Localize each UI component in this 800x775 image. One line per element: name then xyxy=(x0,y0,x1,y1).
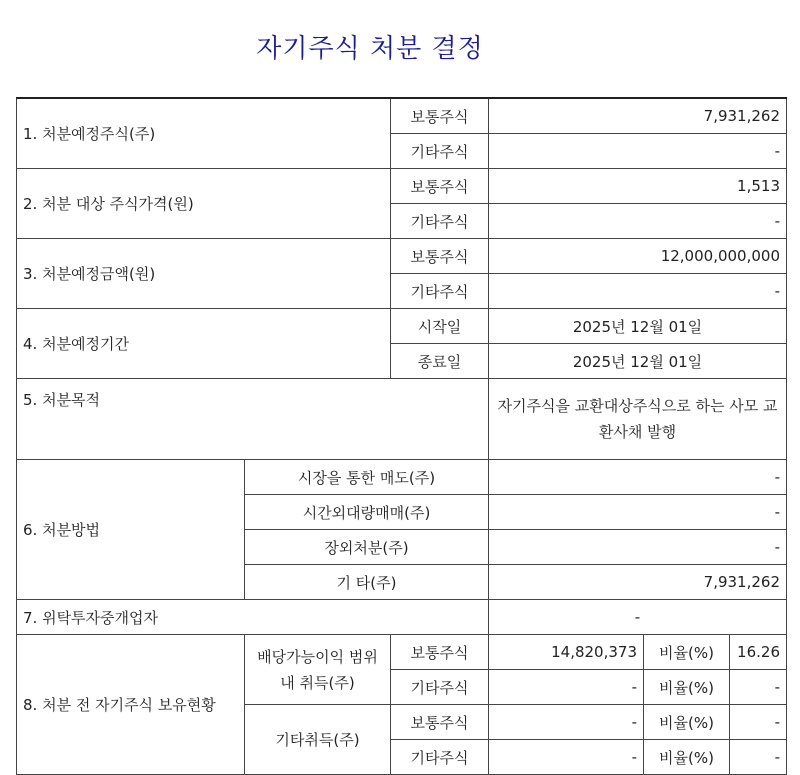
row-value: 1,513 xyxy=(489,169,787,204)
row-label: 1. 처분예정주식(주) xyxy=(17,98,391,169)
table-row xyxy=(17,460,787,495)
method-name: 장외처분(주) xyxy=(245,530,489,565)
ratio-label: 비율(%) xyxy=(644,705,730,740)
holding-group-label: 기타취득(주) xyxy=(245,705,391,775)
row-value: 7,931,262 xyxy=(489,98,787,134)
holding-type: 기타주식 xyxy=(391,740,489,775)
row-sub-label: 시작일 xyxy=(391,309,489,344)
method-value: - xyxy=(489,495,787,530)
holding-type: 보통주식 xyxy=(391,635,489,670)
row-value: - xyxy=(489,134,787,169)
holding-ratio: - xyxy=(730,670,787,705)
row-label: 4. 처분예정기간 xyxy=(17,309,391,379)
holding-ratio: - xyxy=(730,740,787,775)
table-row xyxy=(17,239,787,274)
ratio-label: 비율(%) xyxy=(644,740,730,775)
holding-type: 기타주식 xyxy=(391,670,489,705)
page-title: 자기주식 처분 결정 xyxy=(256,34,484,64)
row-label: 8. 처분 전 자기주식 보유현황 xyxy=(17,635,245,775)
table-row xyxy=(17,600,787,635)
row-label: 3. 처분예정금액(원) xyxy=(17,239,391,309)
ratio-label: 비율(%) xyxy=(644,635,730,670)
row-value: - xyxy=(489,204,787,239)
row-sub-label: 보통주식 xyxy=(391,239,489,274)
row-sub-label: 보통주식 xyxy=(391,169,489,204)
ratio-label: 비율(%) xyxy=(644,670,730,705)
row-value: - xyxy=(489,600,787,635)
method-name: 시장을 통한 매도(주) xyxy=(245,460,489,495)
row-sub-label: 종료일 xyxy=(391,344,489,379)
holding-qty: 14,820,373 xyxy=(489,635,644,670)
holding-qty: - xyxy=(489,740,644,775)
holding-qty: - xyxy=(489,705,644,740)
table-row xyxy=(17,379,787,460)
row-sub-label: 기타주식 xyxy=(391,204,489,239)
table-row xyxy=(17,169,787,204)
holding-group-label: 배당가능이익 범위 내 취득(주) xyxy=(245,635,391,705)
row-sub-label: 기타주식 xyxy=(391,274,489,309)
row-label: 6. 처분방법 xyxy=(17,460,245,600)
holding-ratio: 16.26 xyxy=(730,635,787,670)
method-name: 시간외대량매매(주) xyxy=(245,495,489,530)
holding-type: 보통주식 xyxy=(391,705,489,740)
row-label: 5. 처분목적 xyxy=(17,379,489,460)
row-label: 7. 위탁투자중개업자 xyxy=(17,600,489,635)
row-value: 자기주식을 교환대상주식으로 하는 사모 교환사채 발행 xyxy=(489,379,787,460)
row-value: 2025년 12월 01일 xyxy=(489,344,787,379)
holding-qty: - xyxy=(489,670,644,705)
method-value: - xyxy=(489,530,787,565)
row-value: 2025년 12월 01일 xyxy=(489,309,787,344)
table-row xyxy=(17,635,787,670)
row-label: 2. 처분 대상 주식가격(원) xyxy=(17,169,391,239)
method-name: 기 타(주) xyxy=(245,565,489,600)
table-row xyxy=(17,309,787,344)
method-value: 7,931,262 xyxy=(489,565,787,600)
row-sub-label: 보통주식 xyxy=(391,98,489,134)
row-sub-label: 기타주식 xyxy=(391,134,489,169)
disclosure-table xyxy=(16,97,787,775)
table-row xyxy=(17,98,787,134)
row-value: - xyxy=(489,274,787,309)
row-value: 12,000,000,000 xyxy=(489,239,787,274)
holding-ratio: - xyxy=(730,705,787,740)
method-value: - xyxy=(489,460,787,495)
